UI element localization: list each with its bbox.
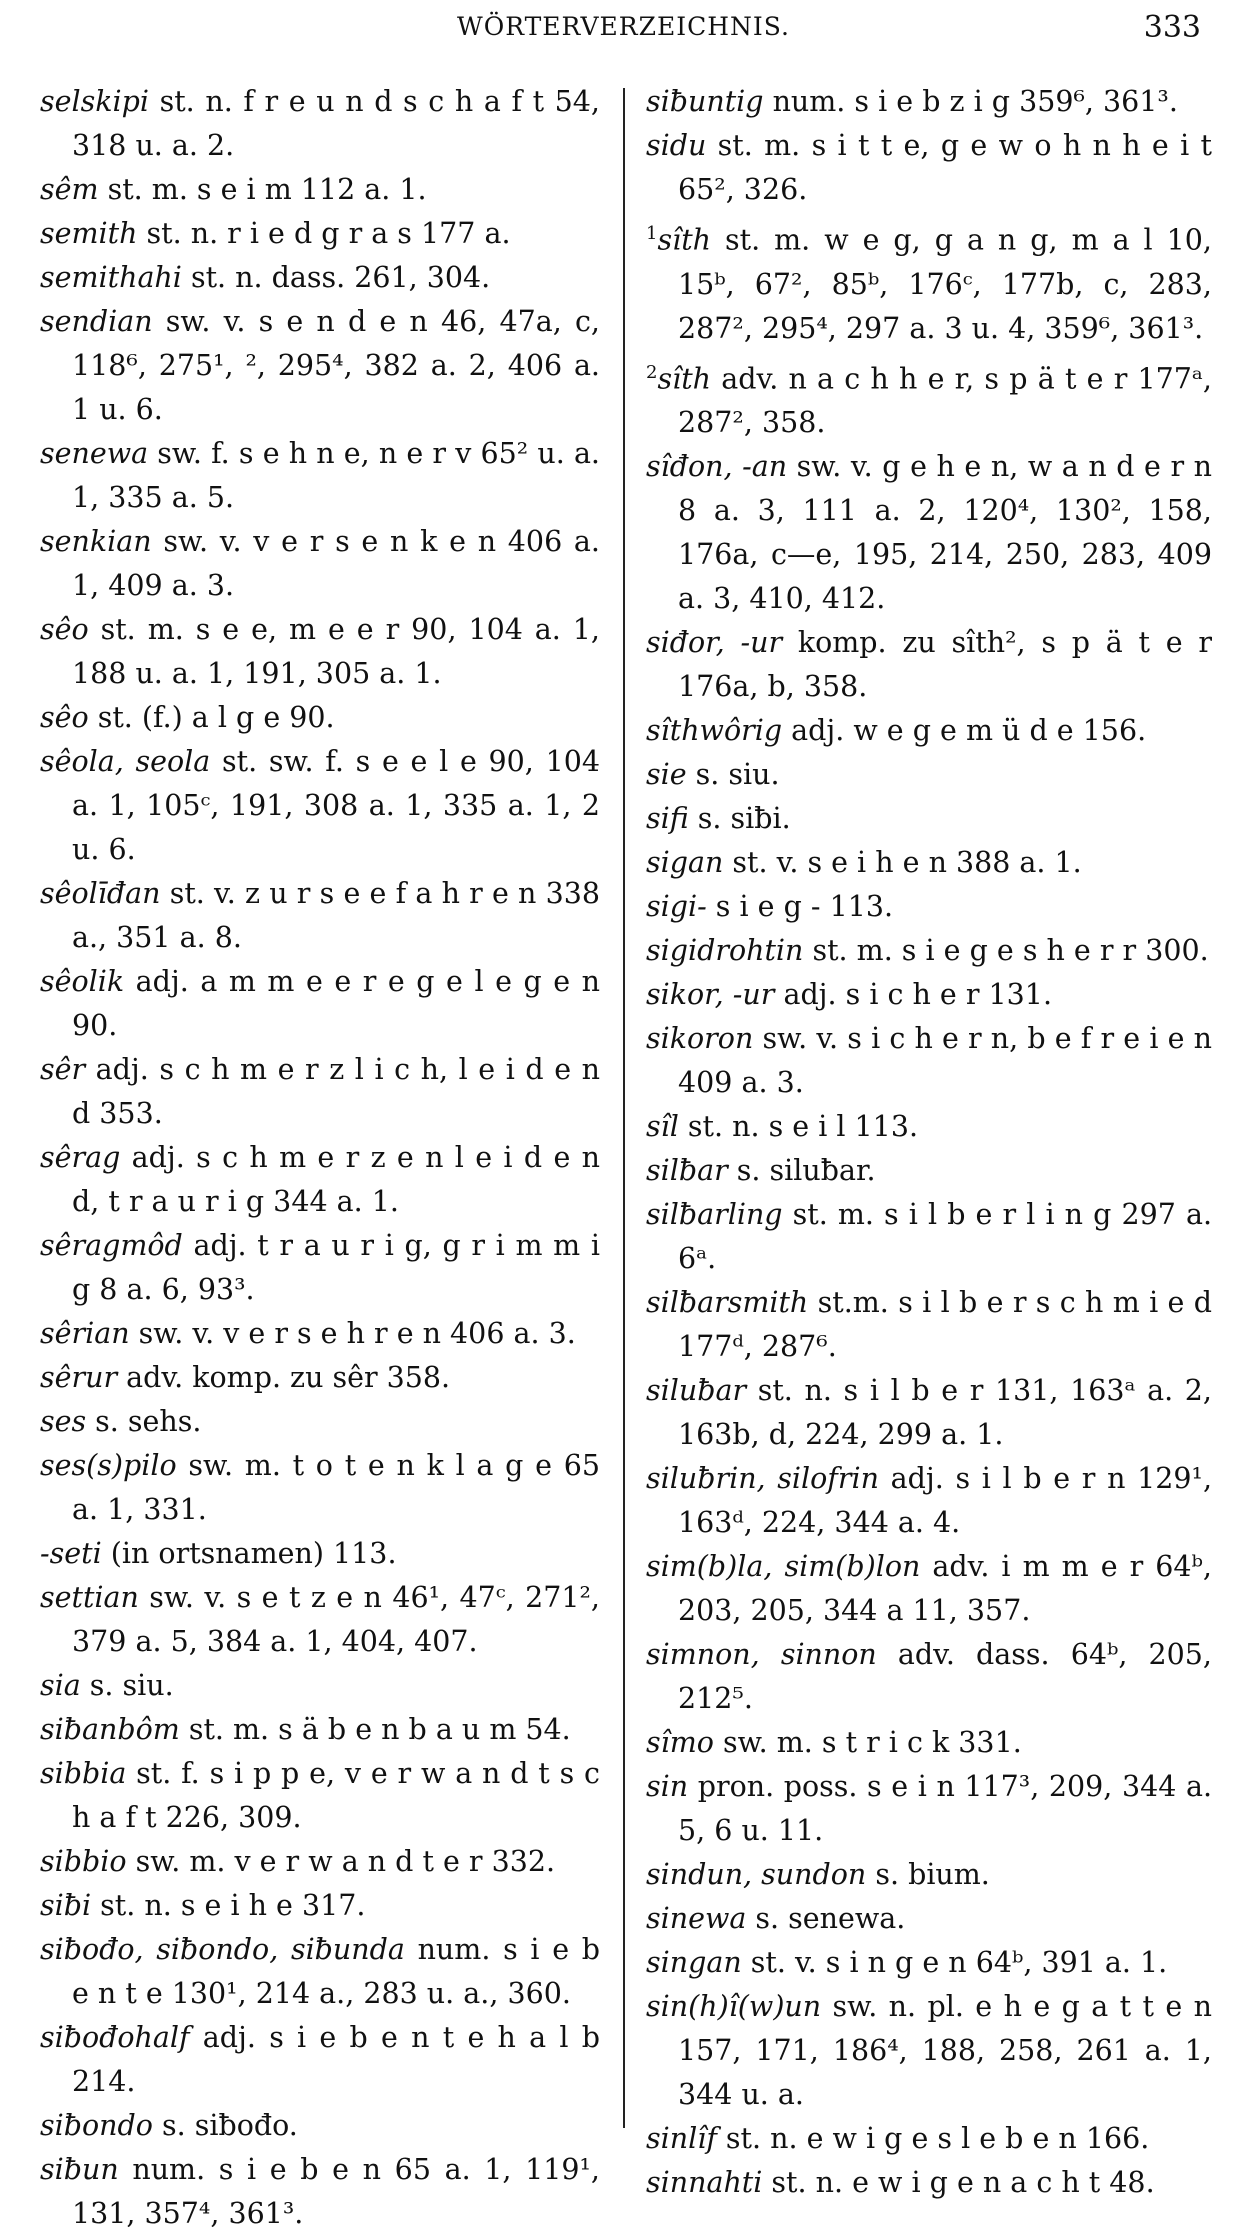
dictionary-entry xyxy=(40,1532,600,1576)
dictionary-entry xyxy=(646,1193,1212,1281)
entry-definition: pron. poss. s e i n 117³, 209, 344 a. 5, 6 u. 11. xyxy=(678,1770,1212,1847)
headword: silƀar xyxy=(646,1154,728,1187)
headword: sêo xyxy=(40,613,89,646)
dictionary-entry xyxy=(646,621,1212,709)
entry-definition: s i e g - 113. xyxy=(706,890,894,923)
dictionary-entry xyxy=(646,1765,1212,1853)
entry-definition: adv. i m m e r 64ᵇ, 203, 205, 344 a 11, 357. xyxy=(678,1550,1212,1627)
headword: sifi xyxy=(646,802,689,835)
dictionary-entry xyxy=(40,432,600,520)
headword: sîthwôrig xyxy=(646,714,783,747)
headword: sîđon, -an xyxy=(646,450,788,483)
headword: settian xyxy=(40,1581,139,1614)
entry-definition: num. s i e b e n 65 a. 1, 119¹, 131, 357⁴, 361³. xyxy=(72,2153,600,2230)
dictionary-entry xyxy=(646,1149,1212,1193)
dictionary-entry xyxy=(646,929,1212,973)
headword: sin xyxy=(646,1770,689,1803)
entry-definition: st. v. z u r s e e f a h r e n 338 a., 351 a. 8. xyxy=(72,877,600,954)
dictionary-entry xyxy=(40,1444,600,1532)
headword: sie xyxy=(646,758,687,791)
headword: sendian xyxy=(40,305,153,338)
entry-definition: adj. t r a u r i g, g r i m m i g 8 a. 6, 93³. xyxy=(72,1229,600,1306)
dictionary-entry xyxy=(40,2016,600,2104)
entry-definition: (in ortsnamen) 113. xyxy=(101,1537,397,1570)
headword: siƀi xyxy=(40,1889,92,1922)
headword: siƀođo, siƀondo, siƀunda xyxy=(40,1933,405,1966)
entry-definition: s. siluƀar. xyxy=(727,1154,876,1187)
headword: semith xyxy=(40,217,138,250)
entry-definition: st. n. s i l b e r 131, 163ᵃ a. 2, 163b, d, 224, 299 a. 1. xyxy=(678,1374,1212,1451)
entry-definition: adj. a m m e e r e g e l e g e n 90. xyxy=(72,965,600,1042)
headword: sim(b)la, sim(b)lon xyxy=(646,1550,921,1583)
dictionary-entry xyxy=(40,80,600,168)
dictionary-entry xyxy=(40,1048,600,1136)
entry-definition: adv. komp. zu sêr 358. xyxy=(117,1361,451,1394)
entry-definition: komp. zu sîth², s p ä t e r 176a, b, 358. xyxy=(678,626,1212,703)
headword: sikoron xyxy=(646,1022,754,1055)
dictionary-entry xyxy=(40,1752,600,1840)
dictionary-entry xyxy=(646,351,1212,446)
headword: sîmo xyxy=(646,1726,714,1759)
entry-definition: st. sw. f. s e e l e 90, 104 a. 1, 105ᶜ, 191, 308 a. 1, 335 a. 1, 2 u. 6. xyxy=(72,745,600,866)
entry-definition: sw. v. g e h e n, w a n d e r n 8 a. 3, 111 a. 2, 120⁴, 130², 158, 176a, c—e, 195, 214, 250, 283, 409 a. 3, 410, 412. xyxy=(678,450,1213,615)
entry-definition: adv. dass. 64ᵇ, 205, 212⁵. xyxy=(678,1638,1212,1715)
dictionary-entry xyxy=(40,1708,600,1752)
dictionary-entry xyxy=(646,1281,1212,1369)
column-divider xyxy=(623,88,625,2128)
entry-definition: sw. v. s i c h e r n, b e f r e i e n 409 a. 3. xyxy=(678,1022,1212,1099)
dictionary-entry xyxy=(646,1633,1212,1721)
dictionary-entry xyxy=(40,212,600,256)
headword: sigan xyxy=(646,846,724,879)
headword: siluƀar xyxy=(646,1374,747,1407)
dictionary-entry xyxy=(646,2117,1212,2161)
entry-definition: st. n. e w i g e n a c h t 48. xyxy=(762,2166,1155,2199)
headword: sibbio xyxy=(40,1845,127,1878)
entry-definition: s. bium. xyxy=(866,1858,990,1891)
entry-definition: sw. m. v e r w a n d t e r 332. xyxy=(126,1845,556,1878)
headword: sindun, sundon xyxy=(646,1858,867,1891)
entry-definition: s. siu. xyxy=(686,758,780,791)
entry-definition: st. n. s e i l 113. xyxy=(678,1110,919,1143)
dictionary-entry xyxy=(40,1928,600,2016)
entry-definition: st. m. s ä b e n b a u m 54. xyxy=(179,1713,571,1746)
entry-definition: st. (f.) a l g e 90. xyxy=(88,701,335,734)
headword: senkian xyxy=(40,525,152,558)
dictionary-entry xyxy=(646,885,1212,929)
headword: semithahi xyxy=(40,261,182,294)
dictionary-entry xyxy=(40,1224,600,1312)
dictionary-entry xyxy=(40,872,600,960)
dictionary-entry xyxy=(646,841,1212,885)
headword: sêo xyxy=(40,701,89,734)
dictionary-entry xyxy=(40,1664,600,1708)
page-header xyxy=(40,10,1207,54)
headword: ses xyxy=(40,1405,87,1438)
dictionary-entry xyxy=(646,1017,1212,1105)
headword: siluƀrin, silofrin xyxy=(646,1462,879,1495)
entry-definition: st. f. s i p p e, v e r w a n d t s c h a f t 226, 309. xyxy=(72,1757,600,1834)
homonym-number: 1 xyxy=(646,223,658,244)
entry-definition: adj. s i l b e r n 129¹, 163ᵈ, 224, 344 a. 4. xyxy=(678,1462,1212,1539)
entry-definition: s. siƀođo. xyxy=(152,2109,298,2142)
headword: ses(s)pilo xyxy=(40,1449,177,1482)
headword: sêm xyxy=(40,173,99,206)
dictionary-entry xyxy=(40,1136,600,1224)
dictionary-entry xyxy=(40,1400,600,1444)
dictionary-entry xyxy=(646,1941,1212,1985)
dictionary-entry xyxy=(646,212,1212,351)
entry-definition: adv. n a c h h e r, s p ä t e r 177ᵃ, 287², 358. xyxy=(678,362,1212,439)
headword: simnon, sinnon xyxy=(646,1638,877,1671)
headword: sigi- xyxy=(646,890,707,923)
dictionary-entry xyxy=(646,1721,1212,1765)
entry-definition: sw. v. s e n d e n 46, 47a, c, 118⁶, 275¹, ², 295⁴, 382 a. 2, 406 a. 1 u. 6. xyxy=(72,305,600,426)
headword: siƀuntig xyxy=(646,85,764,118)
headword: sêrian xyxy=(40,1317,130,1350)
headword: sêrag xyxy=(40,1141,121,1174)
headword: sibbia xyxy=(40,1757,127,1790)
entry-definition: sw. f. s e h n e, n e r v 65² u. a. 1, 335 a. 5. xyxy=(72,437,600,514)
dictionary-entry xyxy=(40,1312,600,1356)
dictionary-entry xyxy=(40,2148,600,2236)
dictionary-entry xyxy=(40,256,600,300)
dictionary-entry xyxy=(40,1840,600,1884)
entry-definition: adj. w e g e m ü d e 156. xyxy=(782,714,1147,747)
dictionary-entry xyxy=(646,753,1212,797)
entry-definition: sw. v. v e r s e n k e n 406 a. 1, 409 a. 3. xyxy=(72,525,600,602)
entry-definition: st. n. r i e d g r a s 177 a. xyxy=(137,217,511,250)
dictionary-entry xyxy=(646,797,1212,841)
dictionary-entry xyxy=(40,1356,600,1400)
headword: sêola, seola xyxy=(40,745,211,778)
headword: siđor, -ur xyxy=(646,626,783,659)
headword: sinnahti xyxy=(646,2166,763,2199)
entry-definition: sw. m. s t r i c k 331. xyxy=(713,1726,1022,1759)
headword: selskipi xyxy=(40,85,149,118)
headword: sîl xyxy=(646,1110,679,1143)
entry-definition: sw. n. pl. e h e g a t t e n 157, 171, 186⁴, 188, 258, 261 a. 1, 344 u. a. xyxy=(678,1990,1212,2111)
dictionary-entry xyxy=(646,1369,1212,1457)
running-title: WÖRTERVERZEICHNIS. xyxy=(457,12,790,41)
entry-definition: st.m. s i l b e r s c h m i e d 177ᵈ, 287⁶. xyxy=(678,1286,1212,1363)
dictionary-entry xyxy=(646,1985,1212,2117)
headword: sîth xyxy=(657,223,712,257)
entry-definition: st. m. s e i m 112 a. 1. xyxy=(98,173,427,206)
headword: siƀanbôm xyxy=(40,1713,180,1746)
dictionary-entry xyxy=(646,445,1212,621)
dictionary-entry xyxy=(646,1457,1212,1545)
page-number: 333 xyxy=(1143,10,1201,45)
headword: sin(h)î(w)un xyxy=(646,1990,822,2023)
headword: sêolīđan xyxy=(40,877,161,910)
entry-definition: adj. s c h m e r z l i c h, l e i d e n d 353. xyxy=(72,1053,600,1130)
entry-definition: st. v. s e i h e n 388 a. 1. xyxy=(723,846,1082,879)
homonym-number: 2 xyxy=(646,361,658,383)
entry-definition: st. m. s i e g e s h e r r 300. xyxy=(803,934,1209,967)
dictionary-entry xyxy=(646,1853,1212,1897)
dictionary-entry xyxy=(646,80,1212,124)
dictionary-entry xyxy=(646,2161,1212,2205)
headword: sêrur xyxy=(40,1361,118,1394)
dictionary-entry xyxy=(646,1105,1212,1149)
headword: siƀondo xyxy=(40,2109,153,2142)
entry-definition: st. m. w e g, g a n g, m a l 10, 15ᵇ, 67², 85ᵇ, 176ᶜ, 177b, c, 283, 287², 295⁴, 297 a. 3 u. 4, 359⁶, 361³. xyxy=(678,223,1212,345)
left-column xyxy=(40,80,600,2236)
entry-definition: s. sehs. xyxy=(86,1405,202,1438)
dictionary-entry xyxy=(40,1884,600,1928)
entry-definition: s. siƀi. xyxy=(688,802,791,835)
headword: sigidrohtin xyxy=(646,934,804,967)
dictionary-entry xyxy=(40,2104,600,2148)
entry-definition: adj. s c h m e r z e n l e i d e n d, t r a u r i g 344 a. 1. xyxy=(72,1141,600,1218)
entry-definition: num. s i e b z i g 359⁶, 361³. xyxy=(763,85,1178,118)
entry-definition: adj. s i c h e r 131. xyxy=(774,978,1053,1011)
dictionary-entry xyxy=(40,960,600,1048)
headword: singan xyxy=(646,1946,742,1979)
dictionary-entry xyxy=(40,168,600,212)
dictionary-entry xyxy=(40,300,600,432)
dictionary-entry xyxy=(40,520,600,608)
headword: -seti xyxy=(40,1537,102,1570)
dictionary-entry xyxy=(646,709,1212,753)
dictionary-entry xyxy=(646,1897,1212,1941)
headword: siƀun xyxy=(40,2153,119,2186)
right-column xyxy=(646,80,1212,2205)
dictionary-entry xyxy=(646,124,1212,212)
entry-definition: st. m. s i l b e r l i n g 297 a. 6ᵃ. xyxy=(678,1198,1212,1275)
headword: silƀarsmith xyxy=(646,1286,809,1319)
headword: sia xyxy=(40,1669,81,1702)
dictionary-entry xyxy=(40,1576,600,1664)
entry-definition: s. siu. xyxy=(80,1669,174,1702)
dictionary-entry xyxy=(40,740,600,872)
dictionary-entry xyxy=(646,1545,1212,1633)
entry-definition: num. s i e b e n t e 130¹, 214 a., 283 u. a., 360. xyxy=(72,1933,600,2010)
dictionary-entry xyxy=(646,973,1212,1017)
headword: sidu xyxy=(646,129,707,162)
headword: sikor, -ur xyxy=(646,978,775,1011)
entry-definition: st. n. e w i g e s l e b e n 166. xyxy=(716,2122,1150,2155)
headword: sîth xyxy=(657,362,712,395)
headword: sinlîf xyxy=(646,2122,717,2155)
headword: siƀođohalf xyxy=(40,2021,190,2054)
entry-definition: st. n. dass. 261, 304. xyxy=(181,261,491,294)
headword: sêragmôd xyxy=(40,1229,183,1262)
entry-definition: sw. v. v e r s e h r e n 406 a. 3. xyxy=(129,1317,576,1350)
headword: sêolik xyxy=(40,965,125,998)
entry-definition: adj. s i e b e n t e h a l b 214. xyxy=(72,2021,600,2098)
entry-definition: st. m. s i t t e, g e w o h n h e i t 65², 326. xyxy=(678,129,1212,206)
dictionary-entry xyxy=(40,608,600,696)
dictionary-entry xyxy=(40,696,600,740)
headword: silƀarling xyxy=(646,1198,783,1231)
entry-definition: st. n. f r e u n d s c h a f t 54, 318 u. a. 2. xyxy=(72,85,600,162)
headword: sinewa xyxy=(646,1902,747,1935)
headword: senewa xyxy=(40,437,149,470)
entry-definition: st. m. s e e, m e e r 90, 104 a. 1, 188 u. a. 1, 191, 305 a. 1. xyxy=(72,613,600,690)
entry-definition: st. n. s e i h e 317. xyxy=(91,1889,366,1922)
entry-definition: sw. v. s e t z e n 46¹, 47ᶜ, 271², 379 a. 5, 384 a. 1, 404, 407. xyxy=(72,1581,600,1658)
entry-definition: sw. m. t o t e n k l a g e 65 a. 1, 331. xyxy=(72,1449,600,1526)
headword: sêr xyxy=(40,1053,86,1086)
entry-definition: s. senewa. xyxy=(746,1902,906,1935)
entry-definition: st. v. s i n g e n 64ᵇ, 391 a. 1. xyxy=(741,1946,1168,1979)
